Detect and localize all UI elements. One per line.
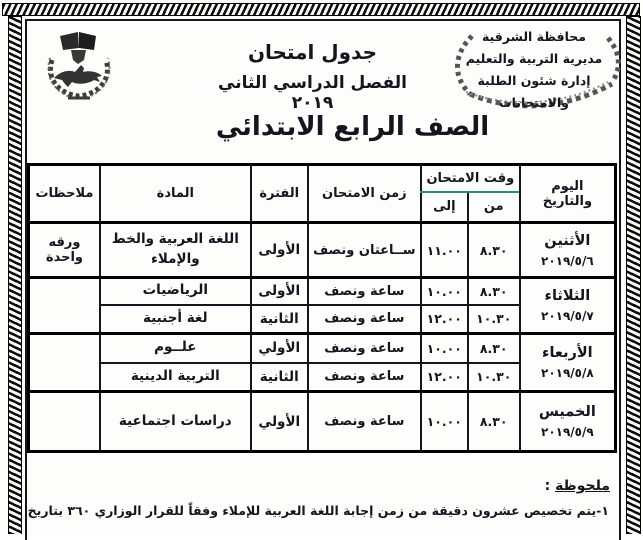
from-time-cell: ٨.٣٠ — [468, 278, 520, 305]
duration-cell: ساعة ونصف — [308, 363, 421, 392]
exam-schedule-table — [27, 163, 617, 453]
duration-cell: ساعة ونصف — [308, 334, 421, 363]
day-date: ٢٠١٩/٥/٨ — [541, 366, 594, 380]
col-header-from: من — [468, 192, 520, 223]
table-row — [29, 334, 616, 363]
col-header-duration: زمن الامتحان — [308, 165, 421, 223]
subject-cell: اللغة العربية والخط والإملاء — [100, 223, 251, 278]
notes-cell — [29, 278, 100, 334]
to-time-cell: ١٢.٠٠ — [421, 363, 468, 392]
organization-block — [442, 22, 624, 114]
note-title — [545, 478, 610, 494]
notes-cell — [29, 334, 100, 392]
decorative-border-left — [8, 16, 22, 534]
org-line-directorate: مديرية التربية والتعليم — [465, 51, 603, 66]
duration-cell: ساعة ونصف — [308, 305, 421, 334]
from-time-cell: ٨.٣٠ — [468, 223, 520, 278]
note-line: ١-يتم تخصيص عشرون دقيقة من زمن إجابة اللغة العربية للإملاء وفقاً للقرار الوزاري ٣٦٠ بتاريخ — [27, 503, 609, 518]
from-time-cell: ٨.٣٠ — [468, 334, 520, 363]
day-date: ٢٠١٩/٥/٦ — [541, 253, 594, 268]
notes-cell: ورقه واحدة — [29, 223, 100, 278]
day-name: الأثنين — [544, 232, 591, 249]
to-time-cell: ١٠.٠٠ — [421, 392, 468, 452]
to-time-cell: ١٠.٠٠ — [421, 334, 468, 363]
table-row — [29, 392, 616, 452]
day-name: الخميس — [538, 404, 596, 420]
table-row — [29, 278, 616, 305]
subject-cell: دراسات اجتماعية — [100, 392, 251, 452]
from-time-cell: ٨.٣٠ — [468, 392, 520, 452]
col-header-notes: ملاحظات — [29, 165, 100, 223]
day-cell — [520, 334, 616, 392]
duration-cell: ســاعتان ونصف — [308, 223, 421, 278]
grade-title: الصف الرابع الابتدائي — [215, 112, 490, 142]
to-time-cell: ١١.٠٠ — [421, 223, 468, 278]
subject-cell: لغة أجنبية — [100, 305, 251, 334]
col-header-subject: المادة — [100, 165, 251, 223]
col-header-period: الفترة — [251, 165, 308, 223]
col-header-to: إلى — [421, 192, 468, 223]
document-title: جدول امتحان — [247, 40, 378, 64]
governorate-emblem-icon — [38, 26, 120, 110]
to-time-cell: ١٢.٠٠ — [421, 305, 468, 334]
notes-cell — [29, 392, 100, 452]
day-cell — [520, 223, 616, 278]
period-cell: الأولي — [251, 392, 308, 452]
day-date: ٢٠١٩/٥/٩ — [541, 425, 594, 439]
duration-cell: ساعة ونصف — [308, 278, 421, 305]
period-cell: الأولي — [251, 334, 308, 363]
period-cell: الثانية — [251, 363, 308, 392]
day-name: الأربعاء — [542, 345, 593, 361]
subject-cell: الرياضيات — [100, 278, 251, 305]
from-time-cell: ١٠.٣٠ — [468, 305, 520, 334]
semester-subtitle: الفصل الدراسي الثاني ٢٠١٩ — [218, 73, 407, 113]
day-cell — [520, 392, 616, 452]
decorative-border-right — [626, 16, 641, 534]
day-name: الثلاثاء — [544, 288, 591, 304]
period-cell: الأولى — [251, 223, 308, 278]
period-cell: الثانية — [251, 305, 308, 334]
subject-cell: التربية الدينية — [100, 363, 251, 392]
day-date: ٢٠١٩/٥/٧ — [541, 309, 594, 323]
note-title-word: ملحوظة — [555, 478, 610, 494]
decorative-border-top — [2, 3, 640, 16]
day-cell — [520, 278, 616, 334]
subject-cell: علــوم — [100, 334, 251, 363]
org-line-administration: إدارة شئون الطلبة والامتحانات — [477, 73, 591, 110]
org-line-governorate: محافظة الشرقية — [481, 29, 587, 44]
col-header-exam-time: وقت الامتحان — [421, 165, 520, 192]
note-title-colon: : — [544, 478, 551, 494]
from-time-cell: ١٠.٣٠ — [468, 363, 520, 392]
to-time-cell: ١٠.٠٠ — [421, 278, 468, 305]
col-header-day: اليوم والتاريخ — [520, 165, 616, 223]
table-row — [29, 223, 616, 278]
duration-cell: ساعة ونصف — [308, 392, 421, 452]
period-cell: الأولى — [251, 278, 308, 305]
